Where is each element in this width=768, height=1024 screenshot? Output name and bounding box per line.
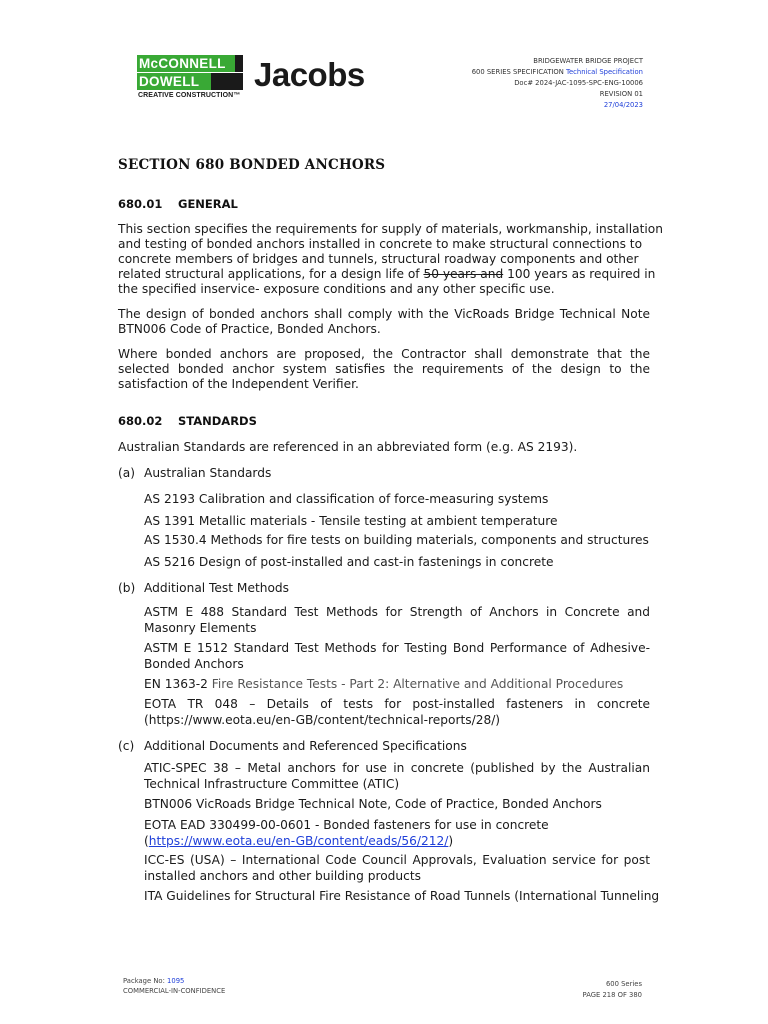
logo-bar-top: [137, 55, 243, 72]
list-c-item-3-text: EOTA EAD 330499-00-0601 - Bonded fasteners for use in concrete: [144, 818, 549, 832]
list-b-label: (b): [118, 581, 136, 595]
list-b-title: Additional Test Methods: [144, 581, 289, 595]
list-c-item-3-open-paren: (: [144, 834, 149, 848]
general-paragraph-1: [118, 222, 663, 297]
heading-general: [118, 197, 238, 211]
eota-ead-link[interactable]: https://www.eota.eu/en-GB/content/eads/56/212/: [148, 834, 449, 848]
list-c-item-5: ITA Guidelines for Structural Fire Resistance of Road Tunnels (International Tunneling: [144, 889, 660, 903]
list-c-item-1: ATIC-SPEC 38 – Metal anchors for use in concrete (published by the Australian Technical Infrastructure Committee (ATIC): [144, 761, 650, 791]
general-paragraph-2: The design of bonded anchors shall comply with the VicRoads Bridge Technical Note BTN006 Code of Practice, Bonded Anchors.: [118, 307, 650, 336]
general-p1-line-4: [118, 267, 663, 282]
general-paragraph-3: Where bonded anchors are proposed, the Contractor shall demonstrate that the selected bonded anchor system satisfies the requirements of the design to the satisfaction of the Independent Verifier.: [118, 347, 650, 391]
list-b-item-3-code: EN 1363-2: [144, 677, 208, 691]
list-a-item-2: AS 1391 Metallic materials - Tensile testing at ambient temperature: [144, 514, 558, 528]
header-spec-link[interactable]: Technical Specification: [565, 68, 643, 76]
heading-standards-number: 680.02: [118, 414, 163, 428]
general-p1-line-4-post: 100 years as required in: [507, 267, 656, 281]
mcconnell-dowell-logo: [137, 55, 245, 102]
header-spec-prefix: 600 SERIES SPECIFICATION: [471, 68, 564, 76]
footer-series: 600 Series: [605, 980, 642, 988]
list-c-item-3-line-1: [144, 817, 650, 833]
general-p1-line-1: This section specifies the requirements for supply of materials, workmanship, installation: [118, 222, 663, 236]
header-date: 27/04/2023: [603, 101, 643, 109]
heading-general-title: GENERAL: [178, 197, 238, 211]
heading-general-number: 680.01: [118, 197, 163, 211]
list-c-label: (c): [118, 739, 135, 753]
list-c-title: Additional Documents and Referenced Specifications: [144, 739, 467, 753]
logo-text-dowell: DOWELL: [139, 74, 200, 89]
header-revision: REVISION 01: [599, 90, 643, 98]
standards-intro: Australian Standards are referenced in an abbreviated form (e.g. AS 2193).: [118, 440, 578, 454]
list-b-item-2: ASTM E 1512 Standard Test Methods for Testing Bond Performance of Adhesive-Bonded Anchors: [144, 641, 650, 671]
header-project: BRIDGEWATER BRIDGE PROJECT: [533, 57, 643, 65]
list-c-item-3-close-paren: ): [448, 834, 454, 848]
footer-package-label: Package No:: [123, 977, 165, 985]
list-a-title: Australian Standards: [144, 466, 272, 480]
list-c-item-3: [144, 817, 650, 849]
jacobs-logo: Jacobs: [254, 56, 365, 93]
list-b-item-1: ASTM E 488 Standard Test Methods for Strength of Anchors in Concrete and Masonry Elements: [144, 605, 650, 635]
footer-confidentiality: COMMERCIAL-IN-CONFIDENCE: [123, 987, 226, 995]
header-doc-number: Doc# 2024-JAC-1095-SPC-ENG-10006: [514, 79, 643, 87]
footer-page: PAGE 218 OF 380: [582, 991, 642, 999]
logo-tagline: CREATIVE CONSTRUCTION™: [138, 92, 241, 99]
section-title: SECTION 680 BONDED ANCHORS: [118, 157, 386, 173]
heading-standards: [118, 414, 257, 428]
header-spec-line: [472, 67, 643, 78]
list-a-label: (a): [118, 466, 135, 480]
list-b-item-4: EOTA TR 048 – Details of tests for post-installed fasteners in concrete (https://www.eota.eu/en-GB/content/technical-reports/28/): [144, 697, 650, 727]
footer-package: [123, 976, 184, 986]
general-p1-line-2: and testing of bonded anchors installed in concrete to make structural connections to: [118, 237, 643, 251]
general-p1-line-3: concrete members of bridges and tunnels, structural roadway components and other: [118, 252, 639, 266]
list-c-item-4: ICC-ES (USA) – International Code Council Approvals, Evaluation service for post installed anchors and other building products: [144, 853, 650, 883]
general-p1-struck-text: 50 years and: [423, 267, 504, 281]
list-c-item-2: BTN006 VicRoads Bridge Technical Note, Code of Practice, Bonded Anchors: [144, 797, 602, 811]
list-a-item-4: AS 5216 Design of post-installed and cast-in fastenings in concrete: [144, 555, 554, 569]
list-b-item-3-title: Fire Resistance Tests - Part 2: Alternative and Additional Procedures: [211, 677, 624, 691]
list-b-item-3: [144, 676, 650, 692]
logo-bar-middle: [137, 73, 243, 90]
general-p1-line-4-pre: related structural applications, for a design life of: [118, 267, 420, 281]
heading-standards-title: STANDARDS: [178, 414, 257, 428]
footer-package-number: 1095: [167, 977, 185, 985]
list-a-item-3: AS 1530.4 Methods for fire tests on building materials, components and structures: [144, 533, 649, 547]
list-a-item-1: AS 2193 Calibration and classification of force-measuring systems: [144, 492, 549, 506]
general-p1-line-5: the specified inservice- exposure conditions and any other specific use.: [118, 282, 555, 296]
logo-text-mcconnell: McCONNELL: [139, 56, 226, 71]
list-c-item-3-line-2: [144, 833, 650, 849]
